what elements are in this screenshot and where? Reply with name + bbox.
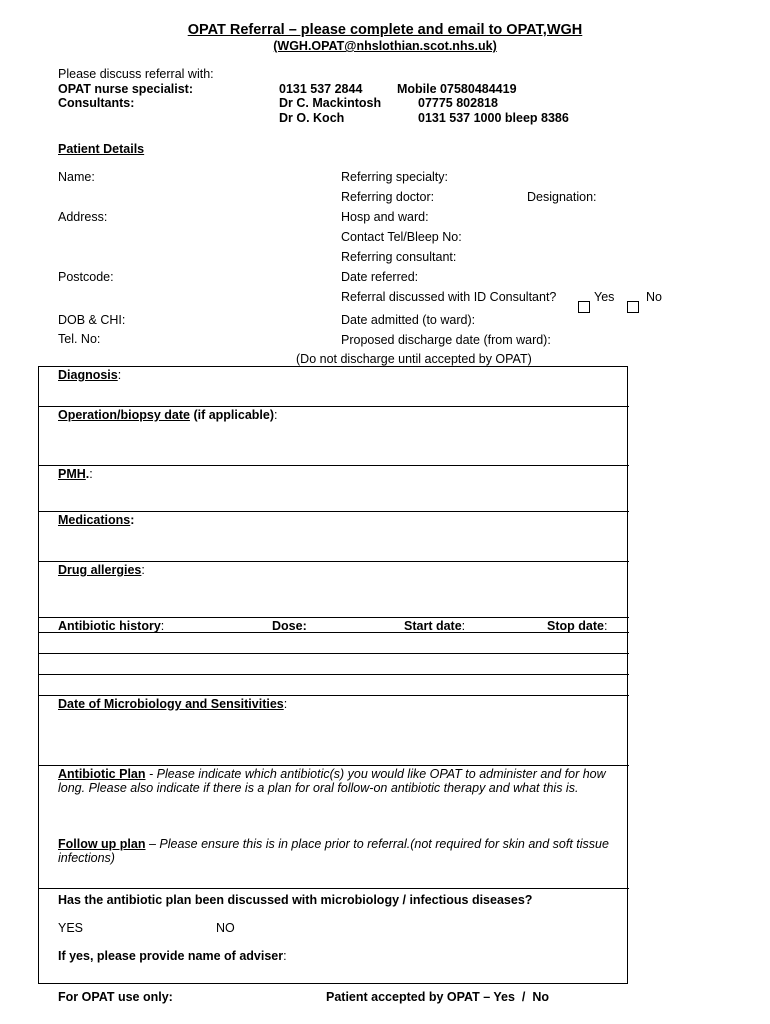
operation-field[interactable] [58, 408, 278, 422]
divider [38, 888, 629, 889]
adviser-field[interactable] [58, 949, 287, 963]
contacts-intro: Please discuss referral with: [58, 67, 214, 81]
pmh-label: PMH [58, 467, 86, 481]
discussed-id-consultant-label: Referral discussed with ID Consultant? [341, 290, 557, 304]
divider [38, 765, 629, 766]
divider [38, 674, 629, 675]
drug-allergies-field[interactable] [58, 563, 145, 577]
operation-label: Operation/biopsy date [58, 408, 190, 422]
antibiotic-history-label: Antibiotic history [58, 619, 161, 633]
consultant-1-name: Dr C. Mackintosh [279, 96, 382, 110]
nurse-phone: 0131 537 2844 [279, 82, 363, 96]
divider [38, 511, 629, 512]
yes-checkbox[interactable] [578, 301, 590, 313]
date-referred-field[interactable]: Date referred: [341, 270, 419, 284]
divider [38, 465, 629, 466]
colon: : [461, 619, 466, 633]
designation-field[interactable]: Designation: [527, 190, 597, 204]
nurse-mobile: Mobile 07580484419 [397, 82, 517, 96]
pmh-dot: . [85, 467, 90, 481]
antibiotic-plan-instructions: - Please indicate which antibiotic(s) you would like OPAT to administer and for how long. Please also indicate if there is a plan for oral follow-on antibiotic therapy and what this is. [58, 767, 606, 795]
drug-allergies-label: Drug allergies [58, 563, 142, 577]
consultants-label: Consultants: [58, 96, 135, 110]
colon: : [160, 619, 165, 633]
postcode-field-label[interactable]: Postcode: [58, 270, 114, 284]
follow-up-plan-instructions: – Please ensure this is in place prior to referral.(not required for skin and soft tissue infections) [58, 837, 609, 865]
medications-label: Medications [58, 513, 131, 527]
proposed-discharge-field[interactable]: Proposed discharge date (from ward): [341, 333, 551, 347]
diagnosis-label: Diagnosis [58, 368, 118, 382]
colon: : [603, 619, 608, 633]
antibiotic-plan-label: Antibiotic Plan [58, 767, 146, 781]
consultant-2-name: Dr O. Koch [279, 111, 345, 125]
microbiology-label: Date of Microbiology and Sensitivities [58, 697, 284, 711]
divider [38, 561, 629, 562]
follow-up-plan-label: Follow up plan [58, 837, 146, 851]
hosp-ward-field[interactable]: Hosp and ward: [341, 210, 429, 224]
contact-tel-field[interactable]: Contact Tel/Bleep No: [341, 230, 462, 244]
discussed-micro-question: Has the antibiotic plan been discussed with microbiology / infectious diseases? [58, 893, 533, 907]
divider [38, 695, 629, 696]
stop-date-label: Stop date [547, 619, 604, 633]
adviser-label: If yes, please provide name of adviser [58, 949, 284, 963]
name-field-label[interactable]: Name: [58, 170, 95, 184]
colon: : [130, 513, 135, 527]
consultant-1-phone: 07775 802818 [418, 96, 498, 110]
patient-details-heading: Patient Details [58, 142, 145, 156]
tel-field-label[interactable]: Tel. No: [58, 332, 101, 346]
divider [38, 406, 629, 407]
colon: : [89, 467, 93, 481]
colon: : [141, 563, 145, 577]
opat-email-link[interactable]: (WGH.OPAT@nhslothian.scot.nhs.uk) [273, 39, 497, 53]
start-date-label: Start date [404, 619, 462, 633]
referring-specialty-field[interactable]: Referring specialty: [341, 170, 448, 184]
pmh-field[interactable] [58, 467, 93, 481]
no-label: No [646, 290, 662, 304]
colon: : [117, 368, 122, 382]
discharge-note: (Do not discharge until accepted by OPAT) [296, 352, 532, 366]
no-checkbox[interactable] [627, 301, 639, 313]
divider [38, 653, 629, 654]
address-field-label[interactable]: Address: [58, 210, 108, 224]
antibiotic-history-header [58, 619, 164, 633]
dob-chi-field-label[interactable]: DOB & CHI: [58, 313, 126, 327]
clinical-details-box [38, 366, 628, 984]
yes-label: Yes [594, 290, 615, 304]
yes-option[interactable]: YES [58, 921, 84, 935]
referring-doctor-field[interactable]: Referring doctor: [341, 190, 435, 204]
medications-field[interactable] [58, 513, 134, 527]
consultant-2-phone: 0131 537 1000 bleep 8386 [418, 111, 569, 125]
opat-use-only-label: For OPAT use only: [58, 990, 173, 1004]
diagnosis-field[interactable] [58, 368, 121, 382]
colon: : [283, 697, 288, 711]
dose-header: Dose: [272, 619, 307, 633]
start-date-header [404, 619, 465, 633]
date-admitted-field[interactable]: Date admitted (to ward): [341, 313, 476, 327]
divider [38, 617, 629, 618]
form-title: OPAT Referral – please complete and email to OPAT,WGH [187, 22, 583, 38]
if-applicable-label: (if applicable) [189, 408, 275, 422]
nurse-label: OPAT nurse specialist: [58, 82, 193, 96]
antibiotic-plan-field[interactable] [58, 767, 614, 795]
colon: : [283, 949, 287, 963]
colon: : [274, 408, 278, 422]
microbiology-field[interactable] [58, 697, 287, 711]
follow-up-plan-field[interactable] [58, 837, 614, 865]
stop-date-header [547, 619, 607, 633]
patient-accepted-label[interactable]: Patient accepted by OPAT – Yes / No [326, 990, 549, 1004]
referring-consultant-field[interactable]: Referring consultant: [341, 250, 457, 264]
no-option[interactable]: NO [216, 921, 235, 935]
